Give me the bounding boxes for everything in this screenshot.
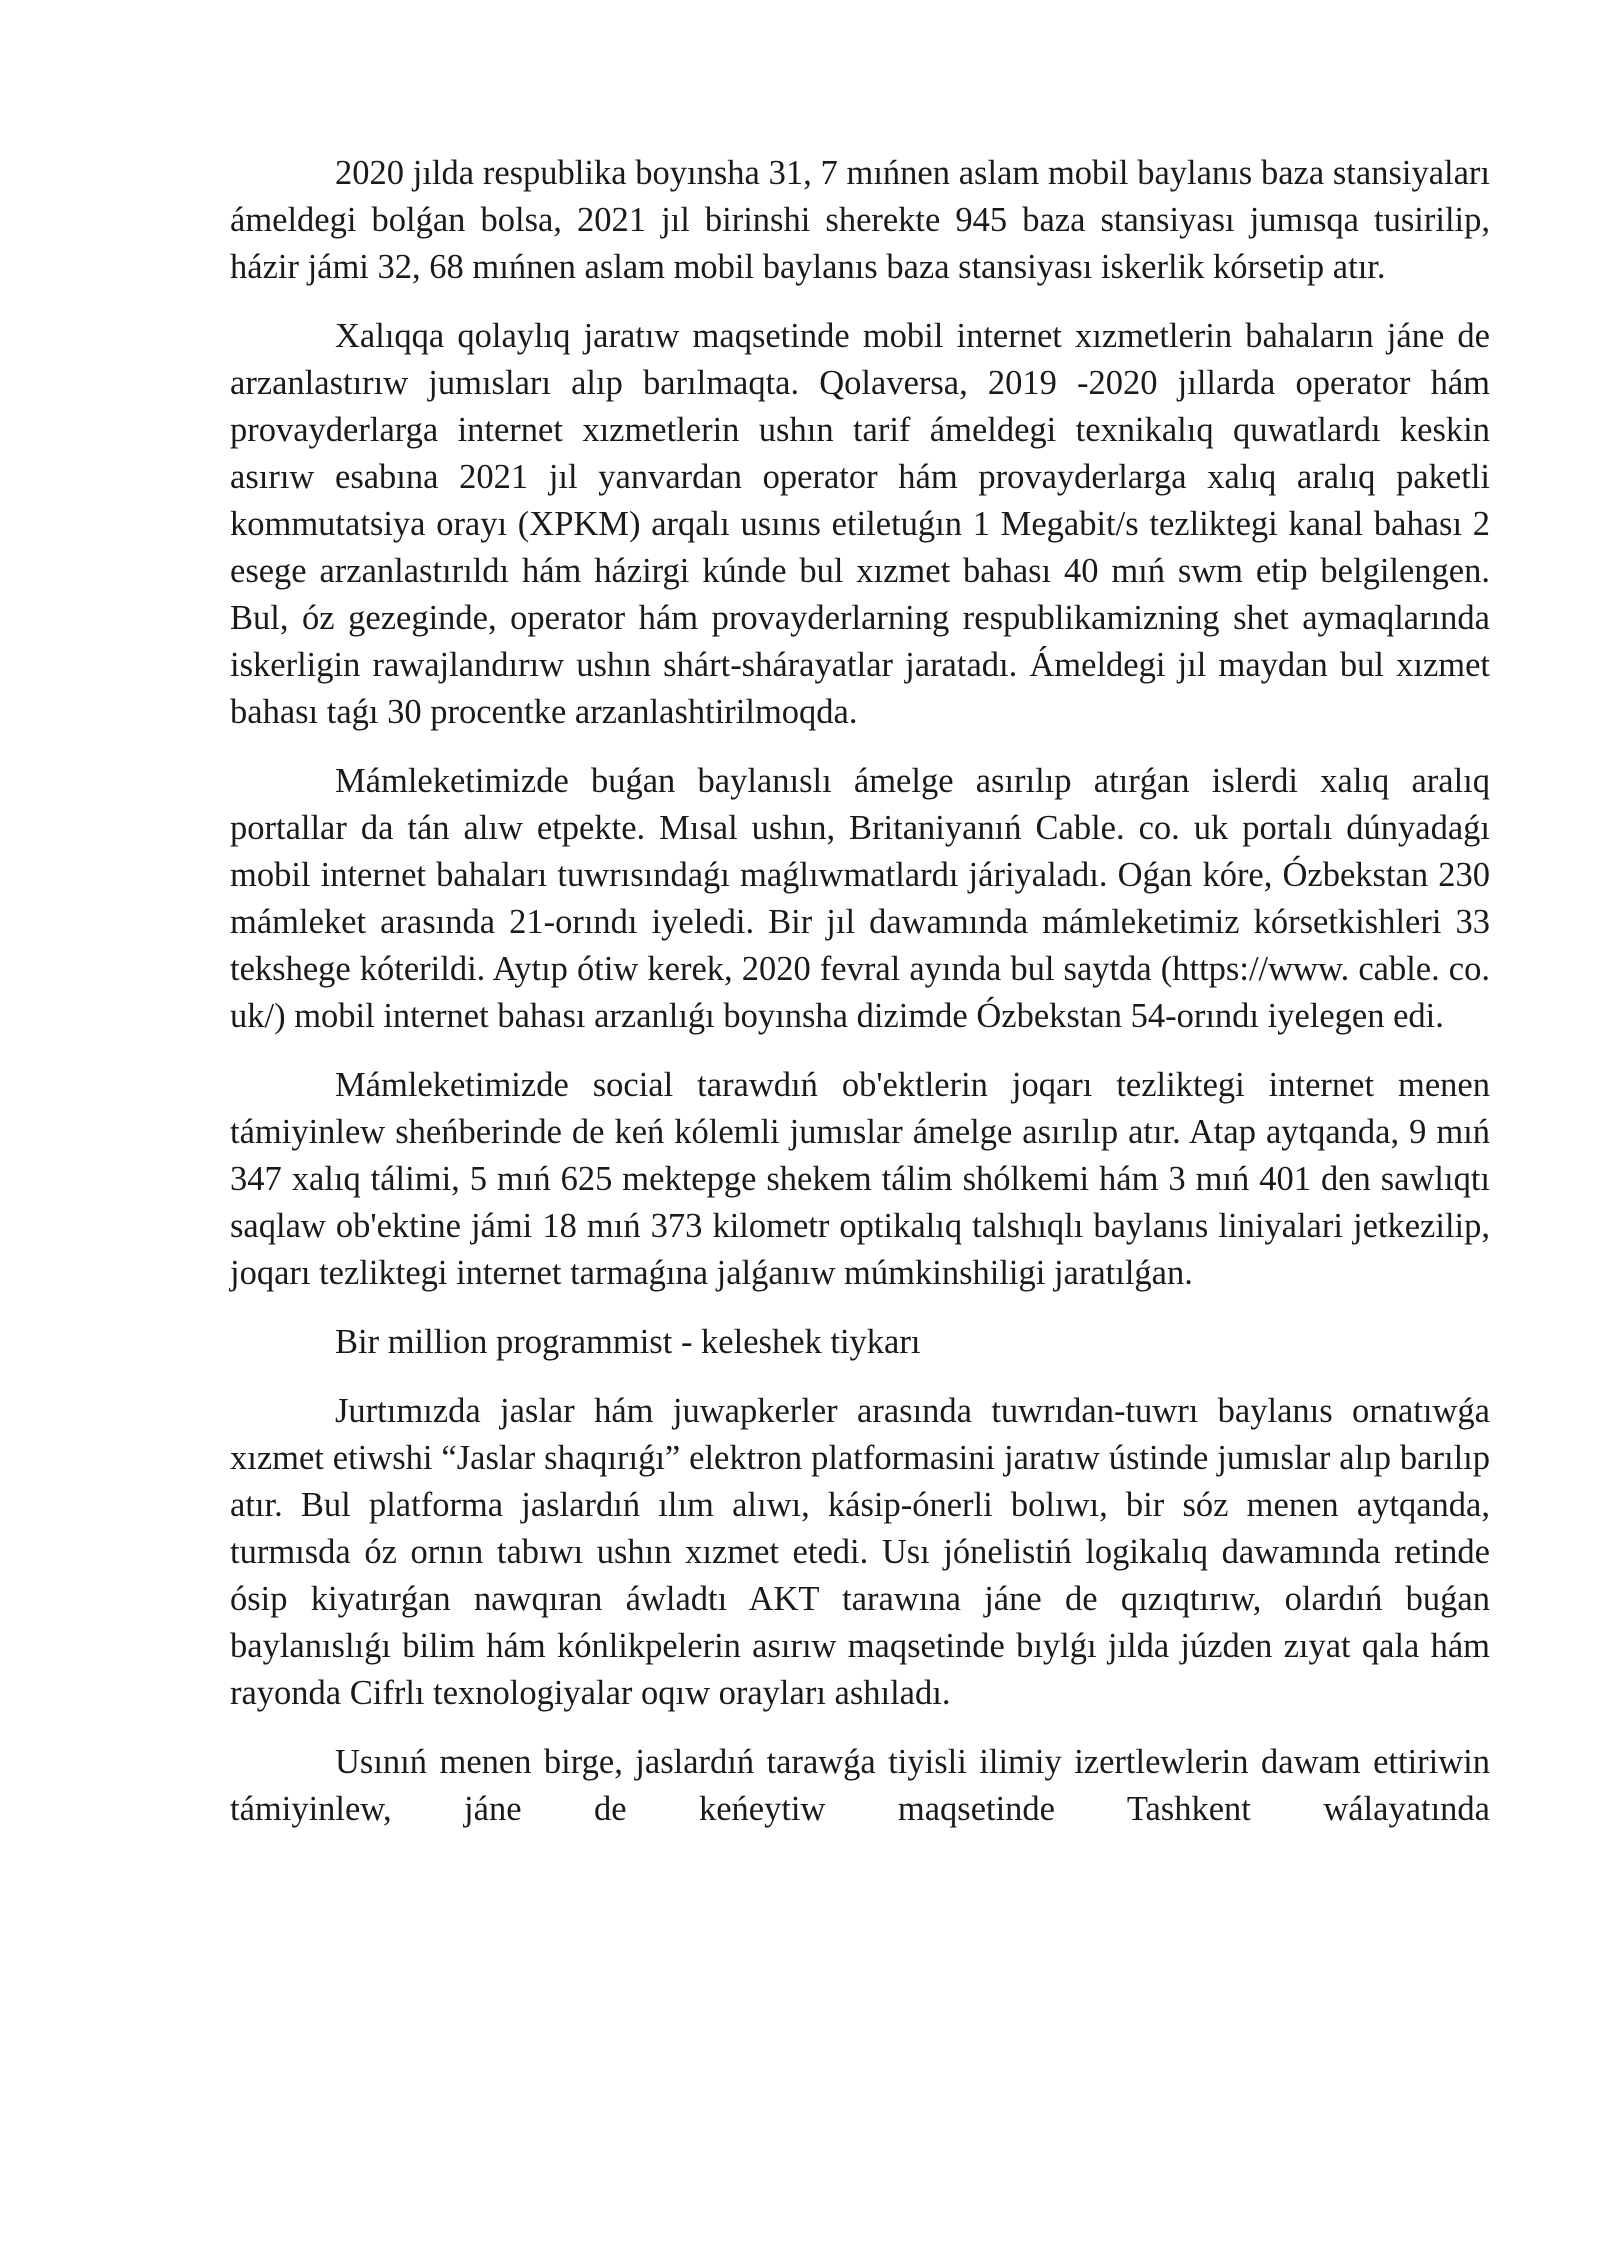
- paragraph-internet-prices: Xalıqqa qolaylıq jaratıw maqsetinde mobil internet xızmetlerin bahaların jáne de arzanlastırıw jumısları alıp barılmaqta. Qolaversa, 2019 -2020 jıllarda operator hám provayderlarga internet xızmetlerin ushın tarif ámeldegi texnikalıq quwatlardı keskin asırıw esabına 2021 jıl yanvardan operator hám provayderlarga xalıq aralıq paketli kommutatsiya orayı (XPKM) arqalı usınıs etiletuǵın 1 Megabit/s tezliktegi kanal bahası 2 esege arzanlastırıldı hám házirgi kúnde bul xızmet bahası 40 mıń swm etip belgilengen. Bul, óz gezeginde, operator hám provayderlarning respublikamizning shet aymaqlarında iskerligin rawajlandırıw ushın shárt-shárayatlar jaratadı. Ámeldegi jıl maydan bul xızmet bahası taǵı 30 procentke arzanlashtirilmoqda.: [230, 317, 1490, 731]
- paragraph-base-stations: 2020 jılda respublika boyınsha 31, 7 mıńnen aslam mobil baylanıs baza stansiyaları ámeldegi bolǵan bolsa, 2021 jıl birinshi sherekte 945 baza stansiyası jumısqa tusirilip, házir jámi 32, 68 mıńnen aslam mobil baylanıs baza stansiyası iskerlik kórsetip atır.: [230, 154, 1490, 286]
- section-heading: Bir million programmist - keleshek tiykarı: [335, 1323, 921, 1361]
- paragraph-youth-platform: Jurtımızda jaslar hám juwapkerler arasında tuwrıdan-tuwrı baylanıs ornatıwǵa xızmet etiwshi “Jaslar shaqırıǵı” elektron platformasini jaratıw ústinde jumıslar alıp barılıp atır. Bul platforma jaslardıń ılım alıwı, kásip-ónerli bolıwı, bir sóz menen aytqanda, turmısda óz ornın tabıwı ushın xızmet etedi. Usı jónelistiń logikalıq dawamında retinde ósip kiyatırǵan nawqıran áwladtı AKT tarawına jáne de qızıqtırıw, olardıń buǵan baylanıslıǵı bilim hám kónlikpelerin asırıw maqsetinde bıylǵı jılda júzden zıyat qala hám rayonda Cifrlı texnologiyalar oqıw orayları ashıladı.: [230, 1392, 1490, 1712]
- paragraph-social-objects: Mámleketimizde social tarawdıń ob'ektlerin joqarı tezliktegi internet menen támiyinlew sheńberinde de keń kólemli jumıslar ámelge asırılıp atır. Atap aytqanda, 9 mıń 347 xalıq tálimi, 5 mıń 625 mektepge shekem tálim shólkemi hám 3 mıń 401 den sawlıqtı saqlaw ob'ektine jámi 18 mıń 373 kilometr optikalıq talshıqlı baylanıs liniyalari jetkezilip, joqarı tezliktegi internet tarmaǵına jalǵanıw múmkinshiligi jaratılǵan.: [230, 1066, 1490, 1292]
- paragraph-youth-research: Usınıń menen birge, jaslardıń tarawǵa tiyisli ilimiy izertlewlerin dawam ettiriwin támiyinlew, jáne de keńeytiw maqsetinde Tashkent wálayatında: [230, 1743, 1490, 1828]
- paragraph-international-portals: Mámleketimizde buǵan baylanıslı ámelge asırılıp atırǵan islerdi xalıq aralıq portallar da tán alıw etpekte. Mısal ushın, Britaniyanıń Cable. co. uk portalı dúnyadaǵı mobil internet bahaları tuwrısındaǵı maǵlıwmatlardı járiyaladı. Oǵan kóre, Ózbekstan 230 mámleket arasında 21-orındı iyeledi. Bir jıl dawamında mámleketimiz kórsetkishleri 33 tekshege kóterildi. Aytıp ótiw kerek, 2020 fevral ayında bul saytda (https://www. cable. co. uk/) mobil internet bahası arzanlıǵı boyınsha dizimde Ózbekstan 54-orındı iyelegen edi.: [230, 762, 1490, 1035]
- document-page: [230, 150, 1490, 1833]
